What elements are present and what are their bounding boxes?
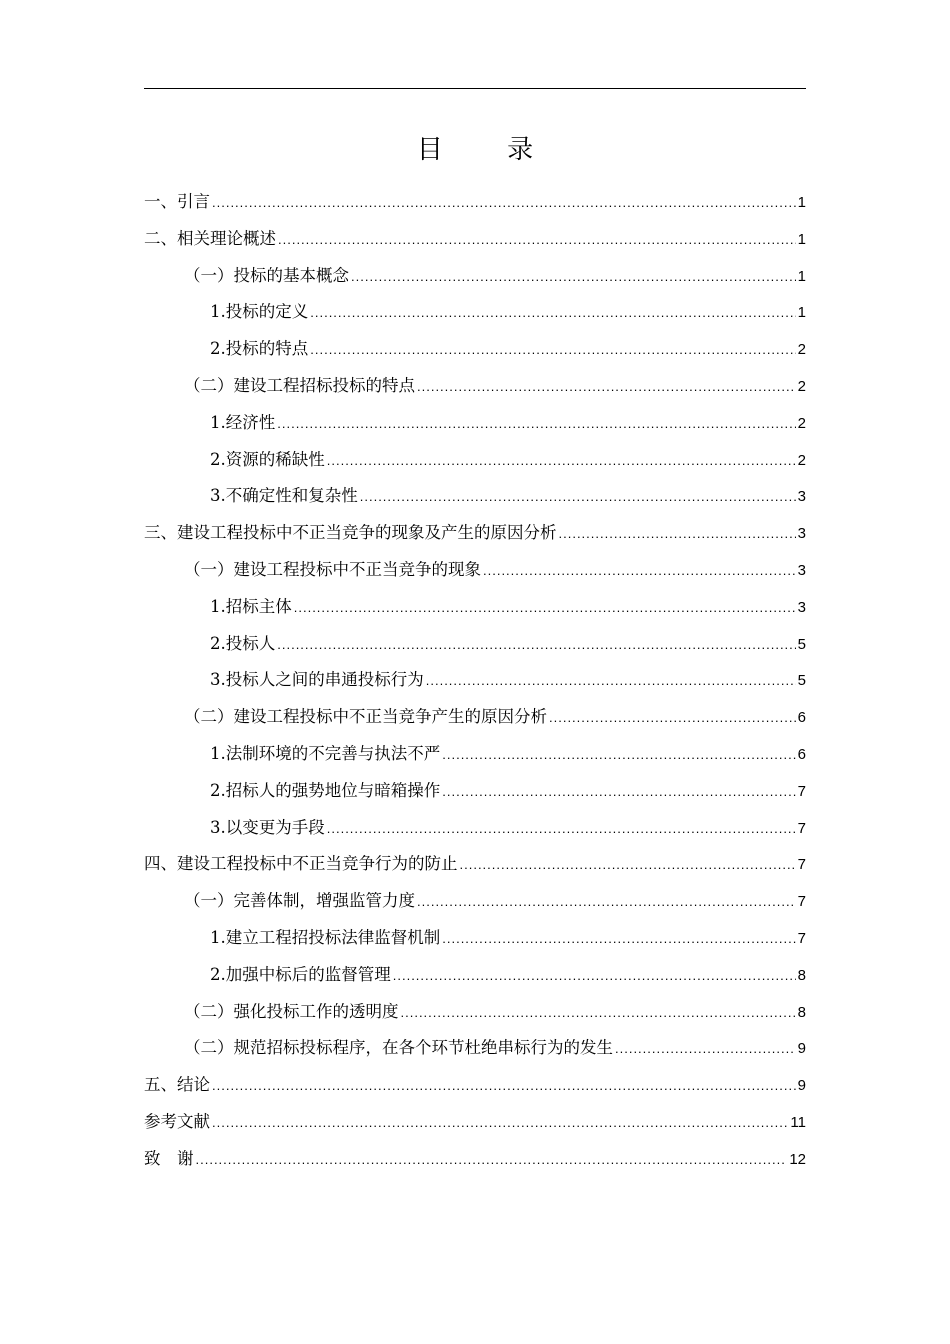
toc-entry-text: 1.经济性 <box>210 412 276 432</box>
toc-dot-leader <box>360 479 796 516</box>
toc-page-number: 6 <box>797 745 806 763</box>
toc-entry[interactable] <box>144 1030 806 1067</box>
toc-entry-text: 五、结论 <box>144 1075 210 1095</box>
toc-dot-leader <box>615 1031 796 1068</box>
toc-page-number: 7 <box>797 856 806 874</box>
toc-dot-leader <box>196 1142 788 1179</box>
toc-entry-text: 2.投标的特点 <box>210 339 309 359</box>
toc-page-number: 2 <box>797 341 806 359</box>
toc-entry[interactable] <box>144 1067 806 1104</box>
toc-dot-leader <box>442 737 795 774</box>
toc-dot-leader <box>483 553 796 590</box>
toc-entry-text: （二）建设工程招标投标的特点 <box>184 375 415 395</box>
toc-dot-leader <box>417 369 796 406</box>
toc-entry-text: （二）规范招标投标程序，在各个环节杜绝串标行为的发生 <box>184 1038 613 1058</box>
toc-page-number: 8 <box>797 1003 806 1021</box>
toc-entry-text: 四、建设工程投标中不正当竞争行为的防止 <box>144 854 458 874</box>
toc-dot-leader <box>351 259 796 296</box>
toc-dot-leader <box>327 443 796 480</box>
toc-page-number: 7 <box>797 893 806 911</box>
toc-entry-text: （二）建设工程投标中不正当竞争产生的原因分析 <box>184 707 547 727</box>
toc-dot-leader <box>277 406 795 443</box>
toc-entry-text: 3.不确定性和复杂性 <box>210 486 358 506</box>
toc-entry[interactable] <box>144 1104 806 1141</box>
toc-entry[interactable] <box>144 258 806 295</box>
toc-entry-text: （一）投标的基本概念 <box>184 265 349 285</box>
toc-entry[interactable] <box>144 552 806 589</box>
toc-page-number: 7 <box>797 929 806 947</box>
toc-page-number: 3 <box>797 561 806 579</box>
toc-entry[interactable] <box>144 368 806 405</box>
toc-entry[interactable] <box>144 810 806 847</box>
toc-entry-text: 参考文献 <box>144 1111 210 1131</box>
toc-entry[interactable] <box>144 920 806 957</box>
toc-entry[interactable] <box>144 773 806 810</box>
toc-dot-leader <box>549 700 796 737</box>
toc-entry[interactable] <box>144 699 806 736</box>
toc-dot-leader <box>212 1068 796 1105</box>
toc-entry[interactable] <box>144 957 806 994</box>
toc-page-number: 3 <box>797 598 806 616</box>
toc-entry[interactable] <box>144 515 806 552</box>
toc-dot-leader <box>327 811 796 848</box>
toc-page-number: 1 <box>797 230 806 248</box>
toc-page-number: 5 <box>797 635 806 653</box>
toc-entry[interactable] <box>144 846 806 883</box>
toc-title: 目 录 <box>416 135 562 165</box>
toc-dot-leader <box>460 847 796 884</box>
toc-entry[interactable] <box>144 883 806 920</box>
toc-dot-leader <box>401 995 796 1032</box>
toc-page-number: 8 <box>797 966 806 984</box>
toc-entry-text: 三、建设工程投标中不正当竞争的现象及产生的原因分析 <box>144 523 557 543</box>
toc-entry-text: 2.招标人的强势地位与暗箱操作 <box>210 780 441 800</box>
toc-entry-text: 3.投标人之间的串通投标行为 <box>210 670 424 690</box>
toc-entry[interactable] <box>144 221 806 258</box>
toc-entry[interactable] <box>144 736 806 773</box>
toc-entry[interactable] <box>144 442 806 479</box>
toc-entry[interactable] <box>144 331 806 368</box>
toc-page-number: 6 <box>797 709 806 727</box>
toc-page-number: 9 <box>797 1077 806 1095</box>
toc-entry-text: 2.加强中标后的监督管理 <box>210 964 391 984</box>
toc-dot-leader <box>310 332 795 369</box>
toc-entry-text: 2.资源的稀缺性 <box>210 449 325 469</box>
toc-entry[interactable] <box>144 405 806 442</box>
toc-entry-text: 二、相关理论概述 <box>144 228 276 248</box>
toc-page-number: 2 <box>797 377 806 395</box>
toc-page-number: 1 <box>797 304 806 322</box>
toc-entry[interactable] <box>144 994 806 1031</box>
toc-entry[interactable] <box>144 184 806 221</box>
toc-entry-text: 3.以变更为手段 <box>210 817 325 837</box>
toc-list <box>144 184 806 1178</box>
toc-page-number: 2 <box>797 414 806 432</box>
toc-page-number: 9 <box>797 1040 806 1058</box>
toc-entry-text: 1.建立工程招投标法律监督机制 <box>210 927 441 947</box>
toc-dot-leader <box>442 921 795 958</box>
toc-entry[interactable] <box>144 662 806 699</box>
header-rule <box>144 88 806 89</box>
toc-page-number: 12 <box>789 1150 806 1168</box>
toc-entry-text: （一）建设工程投标中不正当竞争的现象 <box>184 559 481 579</box>
toc-page-number: 7 <box>797 819 806 837</box>
toc-entry-text: 1.法制环境的不完善与执法不严 <box>210 743 441 763</box>
toc-page-number: 7 <box>797 782 806 800</box>
toc-page-number: 3 <box>797 488 806 506</box>
toc-page-number: 3 <box>797 525 806 543</box>
toc-entry-text: 1.招标主体 <box>210 596 292 616</box>
toc-page-number: 1 <box>797 194 806 211</box>
toc-page-number: 5 <box>797 672 806 690</box>
toc-page-number: 2 <box>797 451 806 469</box>
toc-dot-leader <box>277 627 795 664</box>
toc-entry-text: （一）完善体制，增强监管力度 <box>184 891 415 911</box>
toc-dot-leader <box>278 222 796 259</box>
toc-entry-text: （二）强化投标工作的透明度 <box>184 1001 399 1021</box>
toc-dot-leader <box>417 884 796 921</box>
toc-page-number: 1 <box>797 267 806 285</box>
toc-entry[interactable] <box>144 294 806 331</box>
toc-entry[interactable] <box>144 626 806 663</box>
toc-entry[interactable] <box>144 478 806 515</box>
toc-entry-text: 一、引言 <box>144 192 210 211</box>
toc-dot-leader <box>294 590 796 627</box>
toc-entry[interactable] <box>144 589 806 626</box>
toc-dot-leader <box>310 295 795 332</box>
toc-entry[interactable] <box>144 1141 806 1178</box>
toc-entry-text: 1.投标的定义 <box>210 302 309 322</box>
toc-dot-leader <box>426 663 796 700</box>
toc-entry-text: 2.投标人 <box>210 633 276 653</box>
toc-entry-text: 致 谢 <box>144 1148 194 1168</box>
toc-page-number: 11 <box>790 1113 806 1131</box>
toc-dot-leader <box>212 185 796 222</box>
toc-dot-leader <box>212 1105 788 1142</box>
toc-dot-leader <box>393 958 796 995</box>
toc-dot-leader <box>442 774 795 811</box>
toc-dot-leader <box>559 516 796 553</box>
